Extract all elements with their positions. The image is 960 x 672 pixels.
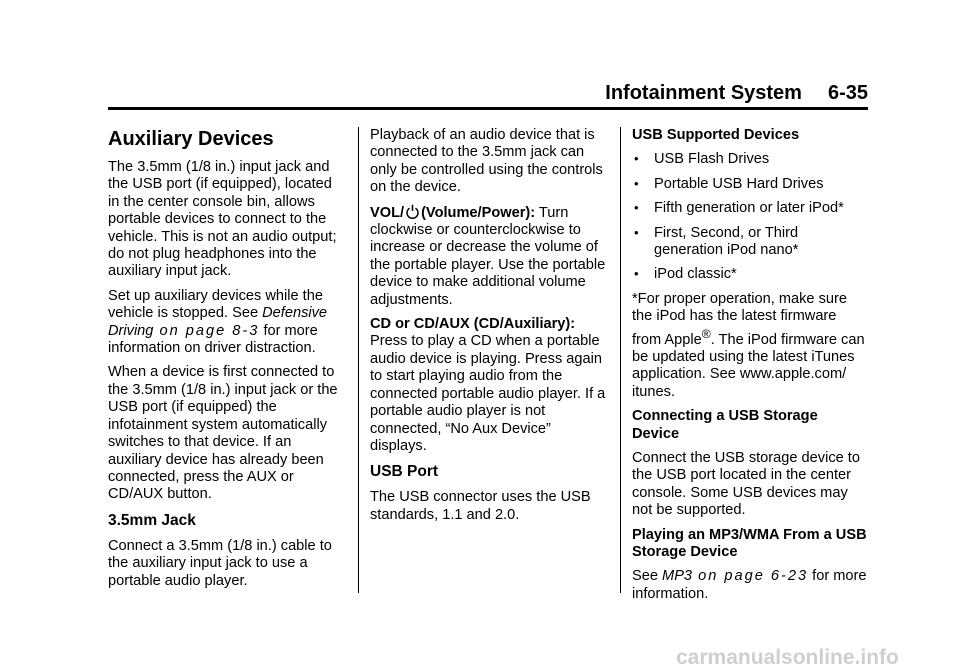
column-divider-2: [620, 127, 621, 593]
link-text: MP3: [662, 568, 693, 585]
list-item: • USB Flash Drives: [632, 151, 868, 168]
connecting-paragraph: Connect the USB storage device to the USB port located in the center console. Some USB devices may not be supported.: [632, 449, 860, 519]
registered-mark: ®: [701, 326, 711, 341]
volume-text: Turn clockwise or counterclockwise to increase or decrease the volume of the portable player. Use the portable device to make additional volume adjustments.: [370, 204, 606, 308]
header-rule: [108, 107, 868, 110]
link-text: Defensive Driving: [108, 305, 328, 339]
cd-paragraph: [370, 316, 610, 455]
connect-paragraph: When a device is first connected to the 3.5mm (1/8 in.) input jack or the USB port (if equipped) the infotainment system automatically switches to that device. If an auxiliary device has already been connected, press the AUX or CD/AUX button.: [108, 364, 338, 503]
list-item: • First, Second, or Third generation iPod nano*: [632, 225, 868, 260]
list-item: • Portable USB Hard Drives: [632, 176, 868, 193]
column-2: [370, 127, 610, 531]
playing-heading: Playing an MP3/WMA From a USB Storage Device: [632, 526, 867, 560]
usb-port-heading: USB Port: [370, 463, 439, 481]
note-text-end: . The iPod firmware can be updated using the latest iTunes application. See www.apple.com/ itunes.: [632, 331, 865, 400]
column-divider-1: [358, 127, 359, 593]
jack-paragraph: Connect a 3.5mm (1/8 in.) cable to the auxiliary input jack to use a portable audio player.: [108, 537, 332, 589]
column-3: [632, 127, 868, 610]
power-knob-icon: [405, 204, 420, 220]
volume-label: [370, 205, 535, 221]
jack-heading: 3.5mm Jack: [108, 511, 196, 529]
list-item: • Fifth generation or later iPod*: [632, 200, 868, 217]
setup-text: Set up auxiliary devices while the vehicle is stopped. See: [108, 287, 323, 322]
cd-label: CD or CD/AUX (CD/Auxiliary):: [370, 316, 576, 333]
usb-paragraph: The USB connector uses the USB standards, 1.1 and 2.0.: [370, 489, 591, 523]
page-number: 6-35: [827, 82, 868, 104]
volume-label-pre: VOL/: [370, 204, 405, 221]
column-1: [108, 127, 346, 597]
supported-devices-list: [632, 151, 868, 283]
supported-devices-heading: USB Supported Devices: [632, 127, 800, 143]
setup-paragraph: [108, 288, 346, 358]
watermark: carmanualsonline.info: [676, 646, 899, 669]
note-text: *For proper operation, make sure the iPod has the latest firmware from Apple: [632, 290, 847, 348]
see-text-end: for more information.: [632, 568, 867, 602]
page-header: [108, 80, 868, 106]
list-item: • iPod classic*: [632, 266, 868, 283]
setup-text-end: for more information on driver distraction.: [108, 322, 318, 357]
link-page: on page 8-3: [153, 322, 260, 339]
link-page: on page 6-23: [692, 568, 809, 585]
see-text: See: [632, 568, 663, 585]
intro-paragraph: The 3.5mm (1/8 in.) input jack and the USB port (if equipped), located in the center console bin, allows portable devices to connect to the vehicle. This is not an audio output; do not plug headphones into the auxiliary input jack.: [108, 159, 337, 280]
connecting-heading: Connecting a USB Storage Device: [632, 408, 818, 442]
section-title: Infotainment System: [605, 82, 802, 104]
mp3-link[interactable]: [662, 568, 808, 584]
volume-label-post: (Volume/Power):: [421, 204, 536, 221]
see-paragraph: [632, 568, 868, 603]
cd-text: Press to play a CD when a portable audio device is playing. Press again to start playing audio from the connected portable audio player. If a portable audio player is not connected, “No Aux Device” displays.: [370, 333, 606, 454]
firmware-note: [632, 291, 868, 401]
playback-paragraph: Playback of an audio device that is connected to the 3.5mm jack can only be controlled using the controls on the device.: [370, 127, 603, 196]
volume-paragraph: [370, 204, 610, 309]
auxiliary-devices-heading: Auxiliary Devices: [108, 128, 274, 150]
